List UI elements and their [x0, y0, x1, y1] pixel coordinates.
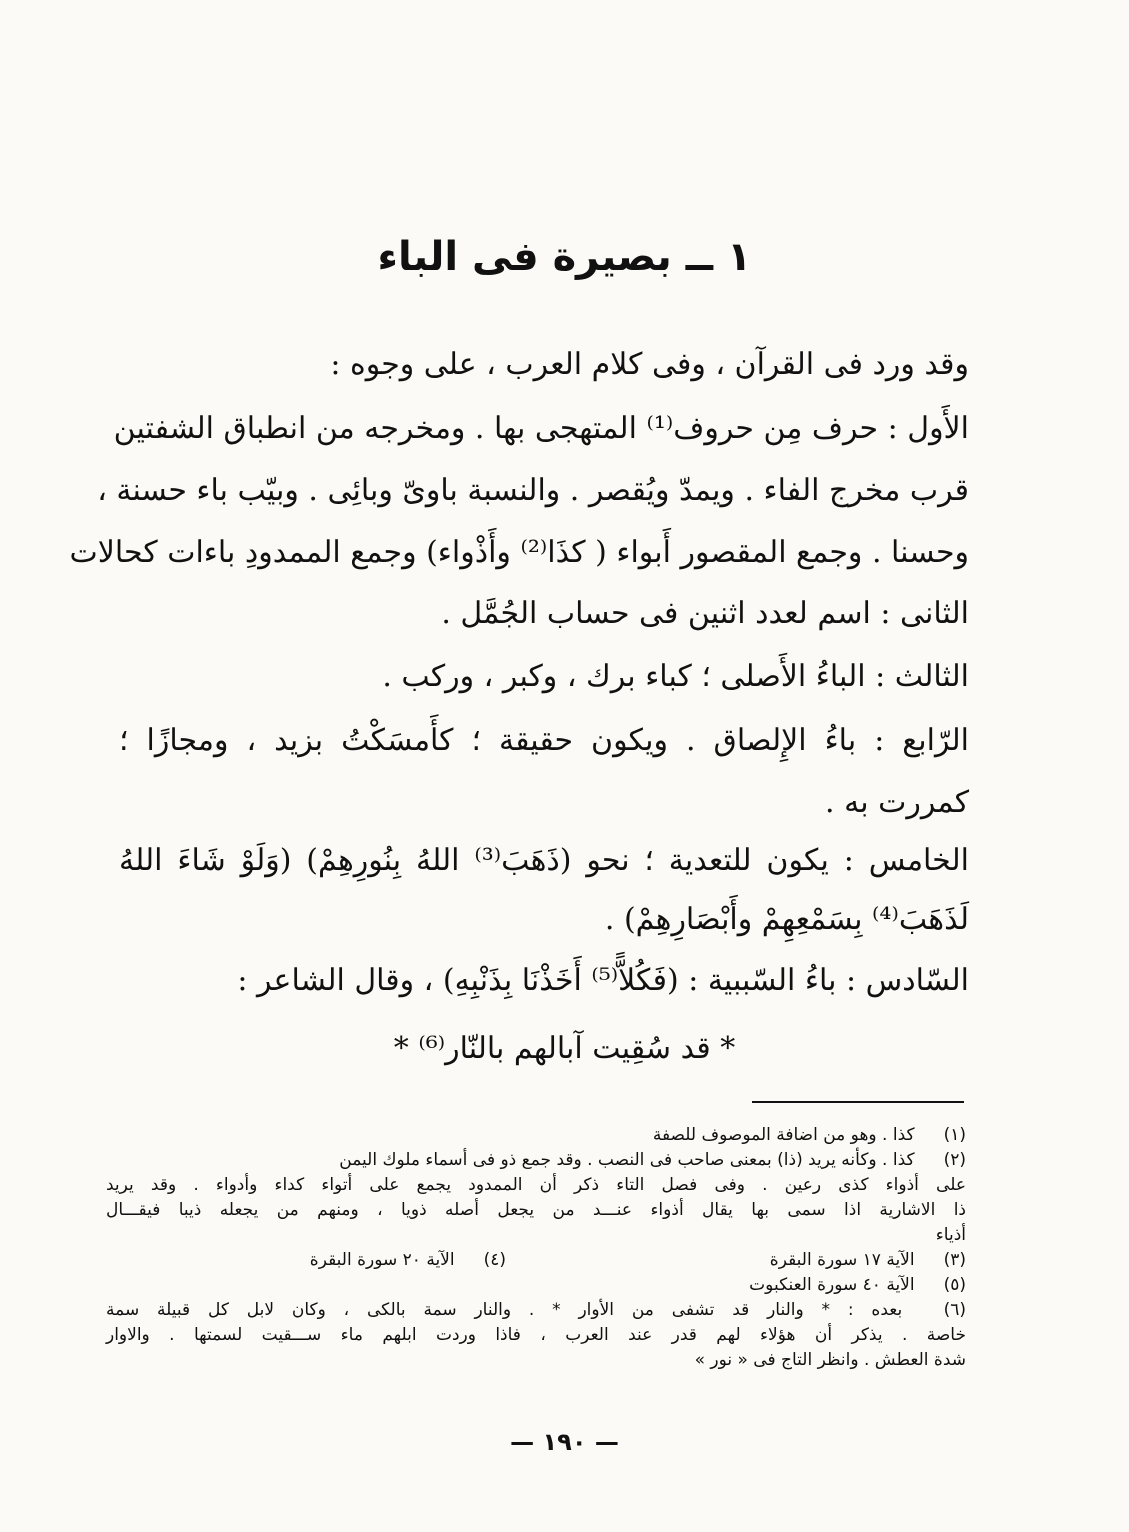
body-line: الأَول : حرف مِن حروف⁽¹⁾ المتهجى بها . ومخرجه من انطباق الشفتين	[113, 411, 969, 446]
footnote-6	[106, 1298, 966, 1323]
page-number: — ١٩٠ —	[510, 1428, 619, 1456]
body-line: الثانى : اسم لعدد اثنين فى حساب الجُمَّل .	[441, 596, 969, 631]
footnote-2-cont: على أذواء كذى رعين . وفى فصل التاء ذكر أن الممدود يجمع على أتواء كداء وأدواء . وقد يريد	[106, 1175, 966, 1195]
poetry-verse: * قد سُقِيت آبالهم بالنّار⁽⁶⁾ *	[393, 1031, 736, 1066]
footnote-number: (٤)	[483, 1250, 506, 1270]
footnote-6-cont: شدة العطش . وانظر التاج فى « نور »	[694, 1350, 966, 1370]
footnote-number: (٣)	[943, 1250, 966, 1270]
body-line: لَذَهَبَ⁽⁴⁾ بِسَمْعِهِمْ وأَبْصَارِهِمْ) .	[604, 902, 969, 937]
footnote-6-cont: خاصة . يذكر أن هؤلاء لهم قدر عند العرب ، فاذا وردت ابلهم ماء ســـقيت لسمتها . والاوار	[106, 1325, 966, 1345]
body-line: الثالث : الباءُ الأَصلى ؛ كباء برك ، وكبر ، وركب .	[382, 659, 969, 694]
footnote-4	[310, 1248, 506, 1273]
footnote-3	[770, 1250, 966, 1270]
footnote-2	[106, 1148, 966, 1173]
body-line: السّادس : باءُ السّببية : (فَكُلاًّ⁽⁵⁾ أَخَذْنَا بِذَنْبِهِ) ، وقال الشاعر :	[237, 963, 969, 998]
body-line: وقد ورد فى القرآن ، وفى كلام العرب ، على وجوه :	[330, 347, 969, 382]
footnote-divider	[752, 1101, 964, 1103]
footnote-5	[106, 1273, 966, 1298]
body-line: كمررت به .	[825, 785, 969, 820]
footnote-text: الآية ٢٠ سورة البقرة	[309, 1250, 455, 1270]
footnote-text: كذا . وهو من اضافة الموصوف للصفة	[652, 1125, 915, 1145]
section-title: ١ ــ بصيرة فى الباء	[377, 234, 752, 280]
body-line: قرب مخرج الفاء . ويمدّ ويُقصر . والنسبة باوىّ وبائِى . وبيّب باء حسنة ،	[97, 473, 969, 508]
body-line: وحسنا . وجمع المقصور أَبواء ( كذَا⁽²⁾ وأَذْواء) وجمع الممدودِ باءات كحالات	[69, 535, 969, 570]
footnote-text: الآية ٤٠ سورة العنكبوت	[749, 1275, 915, 1295]
footnote-2-cont: ذا الاشارية اذا سمى بها يقال أذواء عنـــد من يجعل أصله ذويا ، ومنهم من يجعله ذيبا فيقـــال	[106, 1200, 966, 1220]
footnote-text: كذا . وكأنه يريد (ذا) بمعنى صاحب فى النصب . وقد جمع ذو فى أسماء ملوك اليمن	[339, 1150, 915, 1170]
body-line: الرّابع : باءُ الإِلصاق . ويكون حقيقة ؛ كأَمسَكْتُ بزيد ، ومجازًا ؛	[119, 723, 969, 758]
footnote-number: (٢)	[943, 1150, 966, 1170]
body-line: الخامس : يكون للتعدية ؛ نحو (ذَهَبَ⁽³⁾ اللهُ بِنُورِهِمْ) (وَلَوْ شَاءَ اللهُ	[119, 843, 969, 878]
footnote-number: (٥)	[943, 1275, 966, 1295]
footnote-number: (١)	[943, 1125, 966, 1145]
footnote-text: الآية ١٧ سورة البقرة	[769, 1250, 915, 1270]
footnote-3-4	[106, 1248, 966, 1273]
footnote-2-cont: أذياء	[935, 1225, 966, 1245]
footnote-1	[106, 1123, 966, 1148]
footnote-number: (٦)	[943, 1300, 966, 1320]
footnote-text: بعده : * والنار قد تشفى من الأوار * . والنار سمة بالكى ، وكان لابل كل قبيلة سمة	[106, 1300, 903, 1320]
